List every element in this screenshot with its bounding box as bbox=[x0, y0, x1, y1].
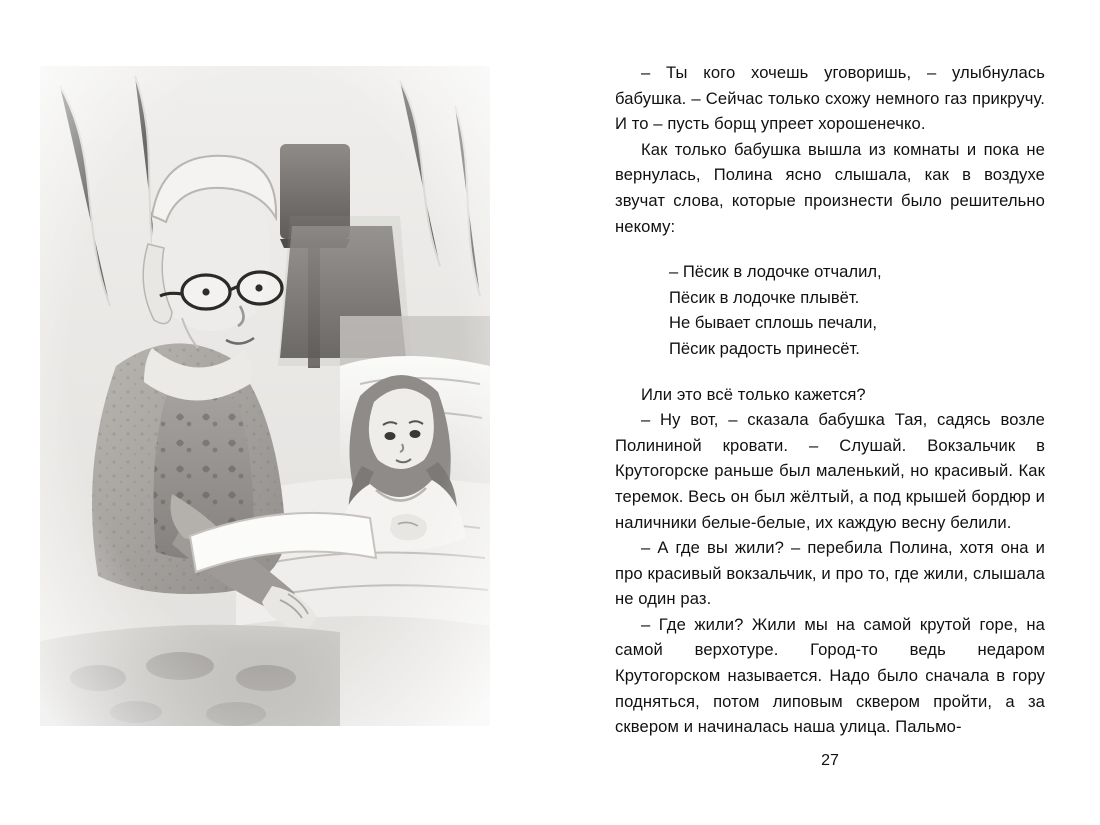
illustration-pane bbox=[40, 66, 490, 726]
verse-line: Пёсик радость принесёт. bbox=[669, 338, 860, 358]
body-text-column bbox=[615, 60, 1045, 740]
page-number: 27 bbox=[821, 752, 839, 769]
paragraph: – Ну вот, – сказала бабушка Тая, садясь возле Полининой кровати. – Слушай. Вокзальчик в Крутогорске раньше был маленький, но красивый. Как теремок. Весь он был жёлтый, а под крышей бордюр и наличники белые-белые, их каждую весну белили. bbox=[615, 410, 1045, 532]
paragraph: – А где вы жили? – перебила Полина, хотя она и про красивый вокзальчик, и про то, где жили, слышала не один раз. bbox=[615, 538, 1045, 609]
paragraph: – Ты кого хочешь уговоришь, – улыбнулась бабушка. – Сейчас только схожу немного газ прикручу. И то – пусть борщ упреет хорошенечко. bbox=[615, 63, 1045, 134]
paragraph: – Где жили? Жили мы на самой крутой горе, на самой верхотуре. Город-то ведь недаром Крутогорском называется. Надо было сначала в гору подняться, потом липовым сквером пройти, а за сквером и начиналась наша улица. Пальмо- bbox=[615, 614, 1045, 737]
verse-line: – Пёсик в лодочке отчалил, bbox=[669, 262, 882, 282]
paragraph: Как только бабушка вышла из комнаты и пока не вернулась, Полина ясно слышала, как в воздухе звучат слова, которые произнести было решительно некому: bbox=[615, 139, 1045, 236]
verse-line: Пёсик в лодочке плывёт. bbox=[669, 287, 860, 307]
illustration-frame bbox=[40, 66, 490, 726]
verse-block bbox=[615, 259, 1045, 361]
verse-line: Не бывает сплошь печали, bbox=[669, 313, 878, 333]
paragraph: Или это всё только кажется? bbox=[641, 384, 866, 404]
grandmother-reading-to-girl-illustration bbox=[40, 66, 490, 726]
